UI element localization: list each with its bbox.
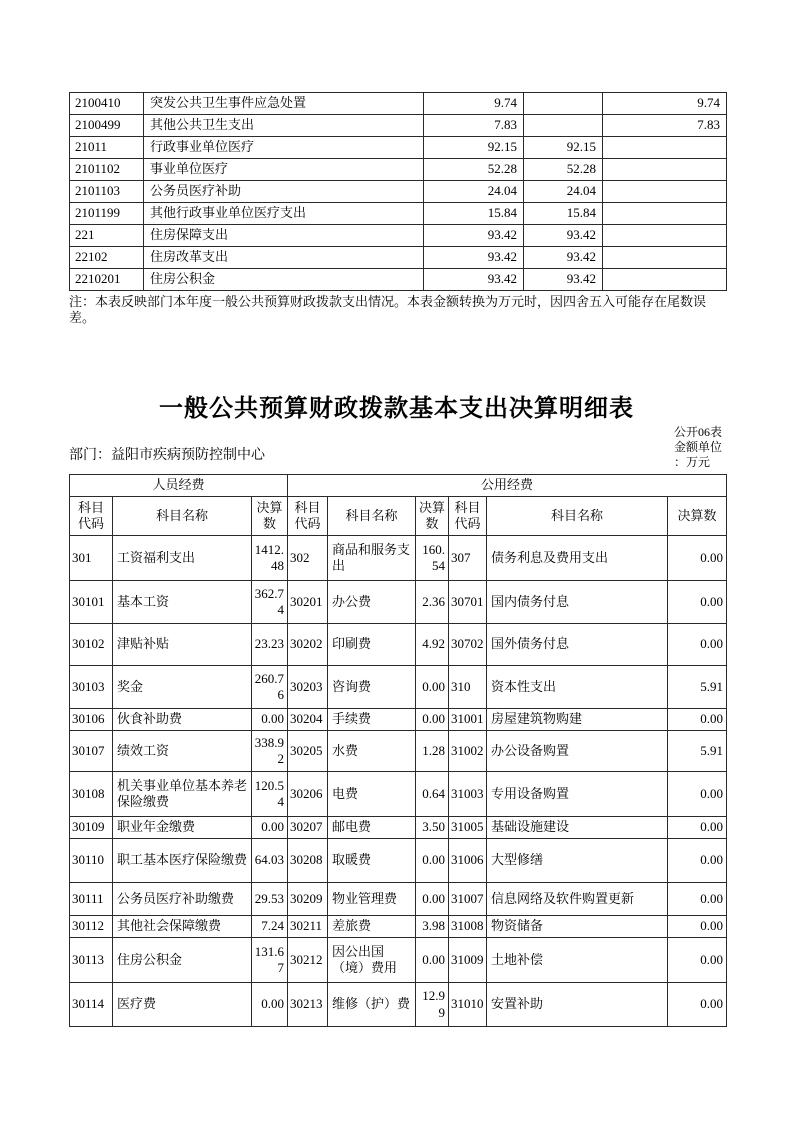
column-header: 科目名称	[487, 497, 668, 536]
subject-code-cell: 30201	[288, 581, 328, 624]
table-row	[70, 817, 727, 839]
amount-cell: 64.03	[252, 839, 288, 883]
column-header: 决算数	[416, 497, 449, 536]
subject-name-cell: 职工基本医疗保险缴费	[113, 839, 252, 883]
amount-cell: 0.00	[252, 983, 288, 1027]
amount-cell: 93.42	[524, 269, 603, 291]
column-header: 科目代码	[70, 497, 113, 536]
subject-name-cell: 住房公积金	[113, 938, 252, 983]
table-row	[70, 666, 727, 709]
table-row	[70, 269, 727, 291]
subject-name-cell: 土地补偿	[487, 938, 668, 983]
amount-cell: 3.50	[416, 817, 449, 839]
subject-name-cell: 住房保障支出	[144, 225, 424, 247]
column-header: 科目名称	[328, 497, 416, 536]
page-title: 一般公共预算财政拨款基本支出决算明细表	[159, 396, 634, 422]
amount-cell: 0.00	[416, 709, 449, 731]
amount-cell: 24.04	[524, 181, 603, 203]
subject-code-cell: 31010	[449, 983, 487, 1027]
subject-name-cell: 其他社会保障缴费	[113, 916, 252, 938]
amount-cell: 92.15	[524, 137, 603, 159]
subject-name-cell: 资本性支出	[487, 666, 668, 709]
table-row	[70, 938, 727, 983]
amount-cell: 1.28	[416, 731, 449, 772]
table-row	[70, 159, 727, 181]
subject-name-cell: 奖金	[113, 666, 252, 709]
subject-name-cell: 基本工资	[113, 581, 252, 624]
column-header: 决算数	[252, 497, 288, 536]
subject-name-cell: 印刷费	[328, 624, 416, 666]
subject-name-cell: 咨询费	[328, 666, 416, 709]
subject-code-cell: 30101	[70, 581, 113, 624]
subject-name-cell: 机关事业单位基本养老保险缴费	[113, 772, 252, 817]
subject-code-cell: 2101102	[70, 159, 144, 181]
amount-cell: 0.00	[668, 916, 727, 938]
group-header-public: 公用经费	[288, 475, 727, 497]
amount-cell: 52.28	[524, 159, 603, 181]
amount-cell	[603, 159, 727, 181]
subject-name-cell: 专用设备购置	[487, 772, 668, 817]
top-table	[69, 92, 727, 291]
detail-table	[69, 474, 727, 1027]
subject-code-cell: 31007	[449, 883, 487, 916]
amount-cell: 0.00	[668, 772, 727, 817]
subject-name-cell: 房屋建筑物购建	[487, 709, 668, 731]
table-row	[70, 247, 727, 269]
unit-label-line1: 金额单位	[673, 440, 722, 454]
subject-code-cell: 30206	[288, 772, 328, 817]
subject-code-cell: 31002	[449, 731, 487, 772]
subject-code-cell: 30113	[70, 938, 113, 983]
amount-cell: 338.92	[252, 731, 288, 772]
amount-cell: 9.74	[424, 93, 524, 115]
amount-cell: 5.91	[668, 731, 727, 772]
amount-cell: 15.84	[524, 203, 603, 225]
amount-cell: 12.99	[416, 983, 449, 1027]
table-row	[70, 225, 727, 247]
amount-cell: 1412.48	[252, 536, 288, 581]
subject-name-cell: 伙食补助费	[113, 709, 252, 731]
subject-name-cell: 国内债务付息	[487, 581, 668, 624]
amount-cell: 7.83	[603, 115, 727, 137]
subject-code-cell: 30207	[288, 817, 328, 839]
subject-name-cell: 事业单位医疗	[144, 159, 424, 181]
subject-code-cell: 30110	[70, 839, 113, 883]
subject-name-cell: 突发公共卫生事件应急处置	[144, 93, 424, 115]
subject-name-cell: 差旅费	[328, 916, 416, 938]
subject-name-cell: 物资储备	[487, 916, 668, 938]
subject-code-cell: 30204	[288, 709, 328, 731]
subject-name-cell: 国外债务付息	[487, 624, 668, 666]
amount-cell: 93.42	[424, 247, 524, 269]
table-row	[70, 983, 727, 1027]
subject-code-cell: 2100410	[70, 93, 144, 115]
amount-cell	[524, 115, 603, 137]
subject-code-cell: 30212	[288, 938, 328, 983]
column-header: 决算数	[668, 497, 727, 536]
amount-cell: 9.74	[603, 93, 727, 115]
subject-code-cell: 30213	[288, 983, 328, 1027]
amount-cell: 160.54	[416, 536, 449, 581]
table-row	[70, 772, 727, 817]
subject-name-cell: 住房改革支出	[144, 247, 424, 269]
subject-name-cell: 安置补助	[487, 983, 668, 1027]
subject-code-cell: 30702	[449, 624, 487, 666]
subject-name-cell: 办公费	[328, 581, 416, 624]
table-row	[70, 731, 727, 772]
amount-cell: 0.00	[416, 883, 449, 916]
subject-code-cell: 31001	[449, 709, 487, 731]
subject-code-cell: 30106	[70, 709, 113, 731]
subject-code-cell: 31003	[449, 772, 487, 817]
amount-cell: 362.74	[252, 581, 288, 624]
amount-cell: 7.24	[252, 916, 288, 938]
subject-name-cell: 商品和服务支出	[328, 536, 416, 581]
subject-name-cell: 工资福利支出	[113, 536, 252, 581]
subject-code-cell: 31006	[449, 839, 487, 883]
subject-code-cell: 31008	[449, 916, 487, 938]
amount-cell: 260.76	[252, 666, 288, 709]
group-header-personnel: 人员经费	[70, 475, 288, 497]
amount-cell: 0.00	[416, 839, 449, 883]
amount-cell: 0.00	[668, 817, 727, 839]
subject-code-cell: 30202	[288, 624, 328, 666]
subject-name-cell: 其他行政事业单位医疗支出	[144, 203, 424, 225]
table-code-label: 公开06表	[673, 425, 722, 439]
amount-cell: 7.83	[424, 115, 524, 137]
amount-cell: 0.00	[668, 883, 727, 916]
amount-cell: 24.04	[424, 181, 524, 203]
subject-code-cell: 307	[449, 536, 487, 581]
table-row	[70, 115, 727, 137]
subject-name-cell: 基础设施建设	[487, 817, 668, 839]
amount-cell: 29.53	[252, 883, 288, 916]
subject-name-cell: 信息网络及软件购置更新	[487, 883, 668, 916]
subject-code-cell: 30701	[449, 581, 487, 624]
table-row	[70, 536, 727, 581]
subject-name-cell: 因公出国（境）费用	[328, 938, 416, 983]
subject-code-cell: 301	[70, 536, 113, 581]
amount-cell	[603, 203, 727, 225]
subject-code-cell: 30107	[70, 731, 113, 772]
subject-code-cell: 2100499	[70, 115, 144, 137]
amount-cell: 0.00	[668, 983, 727, 1027]
amount-cell: 120.54	[252, 772, 288, 817]
subject-code-cell: 2101199	[70, 203, 144, 225]
subject-name-cell: 公务员医疗补助	[144, 181, 424, 203]
table-row	[70, 137, 727, 159]
table-meta	[674, 425, 726, 470]
amount-cell: 0.00	[252, 709, 288, 731]
subject-name-cell: 津贴补贴	[113, 624, 252, 666]
subject-code-cell: 221	[70, 225, 144, 247]
amount-cell	[603, 181, 727, 203]
subject-name-cell: 行政事业单位医疗	[144, 137, 424, 159]
amount-cell	[603, 269, 727, 291]
amount-cell: 0.00	[668, 839, 727, 883]
subject-code-cell: 2210201	[70, 269, 144, 291]
department-label: 部门：益阳市疾病预防控制中心	[69, 448, 265, 463]
subject-code-cell: 22102	[70, 247, 144, 269]
table-row	[70, 203, 727, 225]
column-header: 科目代码	[288, 497, 328, 536]
amount-cell: 93.42	[524, 225, 603, 247]
amount-cell: 93.42	[424, 225, 524, 247]
amount-cell: 93.42	[424, 269, 524, 291]
subject-code-cell: 30103	[70, 666, 113, 709]
subject-code-cell: 2101103	[70, 181, 144, 203]
amount-cell: 15.84	[424, 203, 524, 225]
subject-name-cell: 电费	[328, 772, 416, 817]
table-row	[70, 624, 727, 666]
amount-cell: 0.00	[668, 938, 727, 983]
amount-cell: 5.91	[668, 666, 727, 709]
subject-name-cell: 大型修缮	[487, 839, 668, 883]
table-row	[70, 916, 727, 938]
subject-name-cell: 绩效工资	[113, 731, 252, 772]
amount-cell: 131.67	[252, 938, 288, 983]
subject-code-cell: 31005	[449, 817, 487, 839]
column-header: 科目代码	[449, 497, 487, 536]
table-note: 注：本表反映部门本年度一般公共预算财政拨款支出情况。本表金额转换为万元时，因四舍五入可能存在尾数误差。	[69, 294, 707, 325]
subject-code-cell: 30114	[70, 983, 113, 1027]
amount-cell: 3.98	[416, 916, 449, 938]
amount-cell	[603, 247, 727, 269]
subject-code-cell: 30111	[70, 883, 113, 916]
amount-cell: 0.00	[416, 938, 449, 983]
meta-row	[69, 425, 726, 470]
amount-cell: 0.00	[668, 624, 727, 666]
subject-code-cell: 30108	[70, 772, 113, 817]
amount-cell: 0.00	[252, 817, 288, 839]
subject-code-cell: 30102	[70, 624, 113, 666]
amount-cell: 93.42	[524, 247, 603, 269]
amount-cell: 4.92	[416, 624, 449, 666]
table-row	[70, 883, 727, 916]
subject-name-cell: 办公设备购置	[487, 731, 668, 772]
subject-code-cell: 30211	[288, 916, 328, 938]
amount-cell: 0.00	[668, 536, 727, 581]
subject-name-cell: 取暖费	[328, 839, 416, 883]
amount-cell: 0.64	[416, 772, 449, 817]
subject-code-cell: 30203	[288, 666, 328, 709]
subject-code-cell: 30109	[70, 817, 113, 839]
subject-name-cell: 医疗费	[113, 983, 252, 1027]
subject-name-cell: 公务员医疗补助缴费	[113, 883, 252, 916]
amount-cell: 92.15	[424, 137, 524, 159]
amount-cell: 0.00	[668, 581, 727, 624]
subject-code-cell: 30112	[70, 916, 113, 938]
amount-cell	[603, 225, 727, 247]
subject-code-cell: 302	[288, 536, 328, 581]
column-header: 科目名称	[113, 497, 252, 536]
amount-cell	[603, 137, 727, 159]
table-row	[70, 581, 727, 624]
amount-cell: 0.00	[668, 709, 727, 731]
subject-code-cell: 21011	[70, 137, 144, 159]
subject-name-cell: 债务利息及费用支出	[487, 536, 668, 581]
subject-code-cell: 30205	[288, 731, 328, 772]
amount-cell: 52.28	[424, 159, 524, 181]
amount-cell: 0.00	[416, 666, 449, 709]
amount-cell	[524, 93, 603, 115]
subject-name-cell: 水费	[328, 731, 416, 772]
subject-code-cell: 30208	[288, 839, 328, 883]
subject-name-cell: 邮电费	[328, 817, 416, 839]
subject-name-cell: 维修（护）费	[328, 983, 416, 1027]
table-row	[70, 839, 727, 883]
table-row	[70, 181, 727, 203]
amount-cell: 23.23	[252, 624, 288, 666]
table-row	[70, 93, 727, 115]
subject-name-cell: 住房公积金	[144, 269, 424, 291]
subject-code-cell: 310	[449, 666, 487, 709]
subject-name-cell: 职业年金缴费	[113, 817, 252, 839]
subject-code-cell: 30209	[288, 883, 328, 916]
subject-name-cell: 手续费	[328, 709, 416, 731]
subject-code-cell: 31009	[449, 938, 487, 983]
subject-name-cell: 物业管理费	[328, 883, 416, 916]
subject-name-cell: 其他公共卫生支出	[144, 115, 424, 137]
table-row	[70, 709, 727, 731]
unit-label-line2: ：万元	[673, 455, 710, 469]
amount-cell: 2.36	[416, 581, 449, 624]
